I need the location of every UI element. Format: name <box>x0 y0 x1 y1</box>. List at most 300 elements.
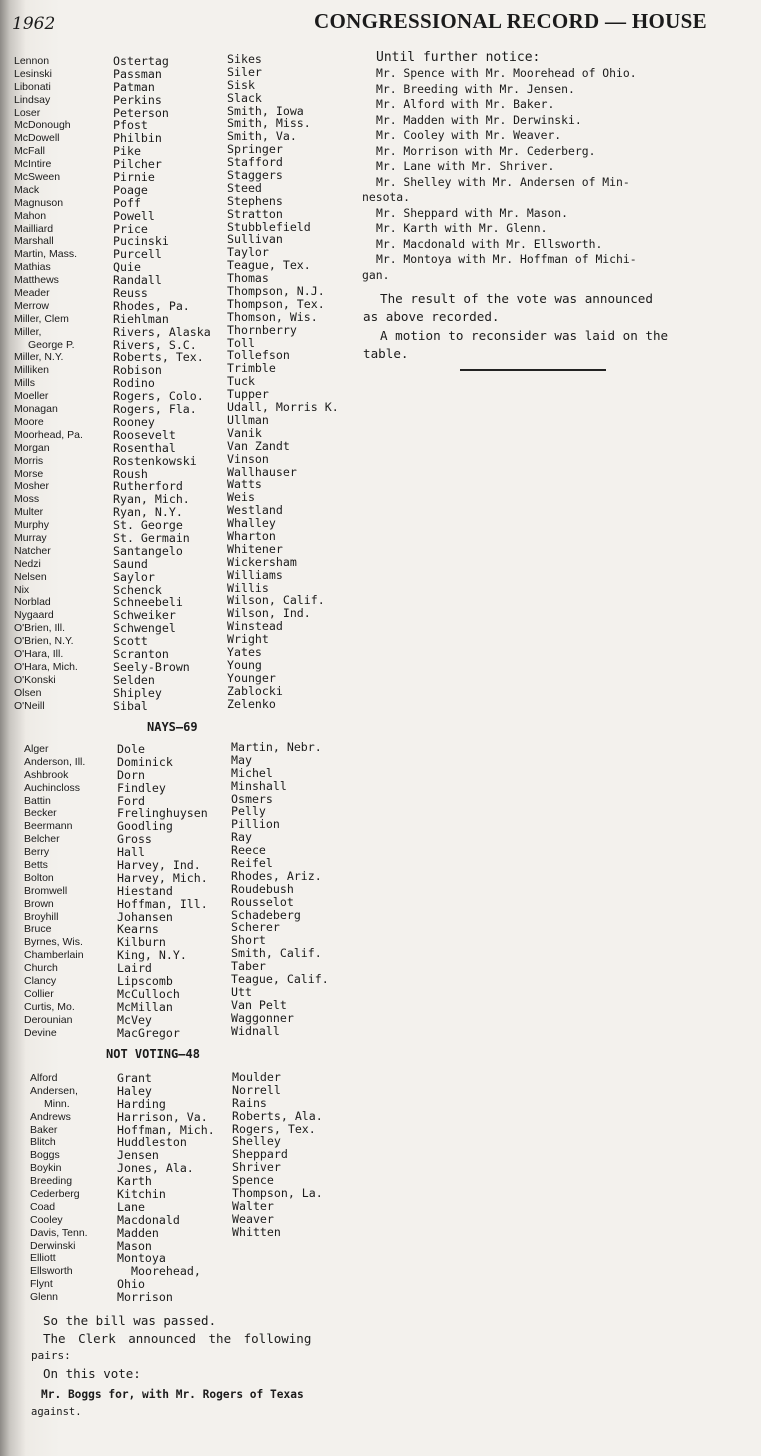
member-name: Blitch <box>30 1136 56 1149</box>
member-name: Reuss <box>113 286 148 301</box>
member-name: Gross <box>117 832 152 847</box>
member-name: Stratton <box>227 206 283 221</box>
member-name: Van Pelt <box>231 997 287 1012</box>
member-name: Rogers, Colo. <box>113 389 204 404</box>
yeas-column-1 <box>14 55 83 712</box>
member-name: Mathias <box>14 261 51 274</box>
member-name: Becker <box>24 807 57 820</box>
member-name: Merrow <box>14 299 50 312</box>
member-name: Scherer <box>231 920 280 935</box>
member-name: Sullivan <box>227 232 283 247</box>
member-name: Loser <box>14 106 41 119</box>
member-name: Younger <box>227 670 276 685</box>
member-name: Minn. <box>44 1097 70 1110</box>
motion-line2: table. <box>363 346 409 361</box>
member-name: Rousselot <box>231 894 294 909</box>
member-name: Staggers <box>227 168 283 183</box>
member-name: Whitener <box>227 541 283 556</box>
member-name: Lindsay <box>14 93 51 106</box>
member-name: Byrnes, Wis. <box>24 936 83 949</box>
member-name: Yates <box>227 644 262 659</box>
not-voting-heading: NOT VOTING—48 <box>106 1047 200 1061</box>
member-name: Waggonner <box>231 1010 294 1025</box>
member-name: Ullman <box>227 412 269 427</box>
pair-item: Mr. Cooley with Mr. Weaver. <box>376 128 562 142</box>
member-name: Mason <box>117 1238 152 1253</box>
member-name: Moorhead, Pa. <box>14 428 83 441</box>
member-name: Perkins <box>113 92 162 107</box>
member-name: Ohio <box>117 1277 145 1292</box>
member-name: Reifel <box>231 856 273 871</box>
member-name: Dole <box>117 742 145 756</box>
member-name: Jones, Ala. <box>117 1161 194 1176</box>
member-name: Morgan <box>14 441 50 454</box>
member-name: Davis, Tenn. <box>30 1226 88 1239</box>
member-name: May <box>231 752 252 767</box>
member-name: Madden <box>117 1225 159 1240</box>
member-name: Minshall <box>231 778 287 793</box>
section-divider <box>460 369 606 371</box>
member-name: Elliott <box>30 1252 56 1265</box>
member-name: Marshall <box>14 235 54 248</box>
member-name: Stafford <box>227 155 283 170</box>
member-name: Chamberlain <box>24 949 84 962</box>
member-name: Thomson, Wis. <box>227 309 318 324</box>
member-name: Trimble <box>227 361 276 376</box>
member-name: Smith, Calif. <box>231 946 322 961</box>
member-name: Schenck <box>113 582 162 597</box>
member-name: McMillan <box>117 999 173 1014</box>
member-name: Sikes <box>227 52 262 66</box>
member-name: Ryan, N.Y. <box>113 505 183 520</box>
member-name: Zablocki <box>227 683 283 698</box>
member-name: McSween <box>14 171 61 184</box>
member-name: Pike <box>113 144 141 159</box>
member-name: Hall <box>117 845 145 860</box>
member-name: Willis <box>227 580 269 595</box>
member-name: Rodino <box>113 376 155 391</box>
member-name: Haley <box>117 1083 152 1098</box>
member-name: Andrews <box>30 1110 71 1123</box>
member-name: Coad <box>30 1200 56 1213</box>
member-name: Collier <box>24 987 54 1000</box>
not-voting-column-3 <box>232 1071 323 1239</box>
member-name: Harvey, Mich. <box>117 870 208 885</box>
member-name: Roberts, Ala. <box>232 1108 323 1123</box>
member-name: Taylor <box>227 245 269 260</box>
member-name: Smith, Miss. <box>227 116 311 131</box>
member-name: Saylor <box>113 569 155 584</box>
member-name: Broyhill <box>24 910 59 923</box>
page-number: 1962 <box>12 14 56 34</box>
member-name: Tollefson <box>227 348 290 363</box>
member-name: Sibal <box>113 698 148 713</box>
member-name: Ray <box>231 830 252 845</box>
member-name: Wilson, Ind. <box>227 606 311 621</box>
member-name: Bruce <box>24 923 52 936</box>
pair-item: Mr. Breeding with Mr. Jensen. <box>376 81 575 96</box>
member-name: Harrison, Va. <box>117 1109 208 1124</box>
member-name: Jensen <box>117 1148 159 1163</box>
member-name: Schadeberg <box>231 907 301 922</box>
member-name: George P. <box>28 338 75 351</box>
member-name: Miller, Clem <box>14 312 69 325</box>
member-name: Philbin <box>113 131 162 146</box>
member-name: Rooney <box>113 414 155 429</box>
member-name: Santangelo <box>113 543 183 558</box>
member-name: Harvey, Ind. <box>117 858 201 873</box>
member-name: Utt <box>231 984 252 999</box>
member-name: Mosher <box>14 480 50 493</box>
member-name: Wilson, Calif. <box>227 593 325 608</box>
member-name: Rosenthal <box>113 440 176 455</box>
member-name: Dorn <box>117 767 145 782</box>
member-name: Thompson, La. <box>232 1186 323 1201</box>
member-name: Pillion <box>231 817 280 832</box>
member-name: Widnall <box>231 1023 280 1038</box>
member-name: Johansen <box>117 909 173 924</box>
member-name: Martin, Mass. <box>14 248 78 261</box>
pair-item: Mr. Spence with Mr. Moorehead of Ohio. <box>376 66 637 80</box>
member-name: Schwengel <box>113 621 176 636</box>
member-name: Powell <box>113 208 155 223</box>
member-name: Meader <box>14 287 50 300</box>
member-name: Siler <box>227 64 262 79</box>
member-name: Rains <box>232 1095 267 1110</box>
member-name: St. Germain <box>113 530 190 545</box>
member-name: Sisk <box>227 77 255 92</box>
member-name: Thornberry <box>227 322 297 337</box>
member-name: Flynt <box>30 1278 53 1291</box>
member-name: Olsen <box>14 686 42 699</box>
member-name: Shipley <box>113 685 162 700</box>
member-name: McCulloch <box>117 986 180 1001</box>
pairs-list <box>362 49 706 283</box>
member-name: Huddleston <box>117 1135 187 1150</box>
nays-column-2 <box>117 743 208 1039</box>
member-name: Macdonald <box>117 1212 180 1227</box>
member-name: Schneebeli <box>113 595 183 610</box>
member-name: Patman <box>113 79 155 94</box>
member-name: Rogers, Tex. <box>232 1121 316 1136</box>
member-name: Brown <box>24 897 54 910</box>
member-name: Clancy <box>24 975 57 988</box>
member-name: Spence <box>232 1173 274 1188</box>
member-name: Rivers, S.C. <box>113 337 197 352</box>
member-name: Curtis, Mo. <box>24 1000 75 1013</box>
member-name: Selden <box>113 672 155 687</box>
member-name: O'Hara, Mich. <box>14 660 78 673</box>
member-name: Pfost <box>113 118 148 133</box>
member-name: Moeller <box>14 390 49 403</box>
nays-column-1 <box>24 743 85 1039</box>
member-name: Weis <box>227 490 255 505</box>
member-name: Tuck <box>227 374 255 389</box>
member-name: Winstead <box>227 619 283 634</box>
member-name: Alford <box>30 1072 58 1084</box>
member-name: Mack <box>14 183 40 196</box>
member-name: Nix <box>14 583 30 596</box>
pair-item-continuation: gan. <box>362 267 390 282</box>
member-name: Thompson, N.J. <box>227 284 325 299</box>
member-name: Thompson, Tex. <box>227 296 325 311</box>
member-name: Grant <box>117 1071 152 1085</box>
pair-item: Mr. Karth with Mr. Glenn. <box>376 221 548 235</box>
member-name: Sheppard <box>232 1147 288 1162</box>
member-name: Westland <box>227 503 283 518</box>
member-name: Murphy <box>14 519 50 532</box>
member-name: Vinson <box>227 451 269 466</box>
member-name: Pucinski <box>113 234 169 249</box>
member-name: McDowell <box>14 132 60 145</box>
member-name: Morse <box>14 467 44 480</box>
pair-item: Mr. Morrison with Mr. Cederberg. <box>376 143 596 158</box>
pair-item: Mr. Shelley with Mr. Andersen of Min- <box>376 174 630 189</box>
member-name: Hoffman, Mich. <box>117 1122 215 1137</box>
motion-line1: A motion to reconsider was laid on the <box>380 328 669 343</box>
member-name: Montoya <box>117 1251 166 1266</box>
member-name: Martin, Nebr. <box>231 740 322 754</box>
member-name: Church <box>24 962 58 975</box>
boggs-pair-line2: against. <box>31 1406 82 1418</box>
member-name: Williams <box>227 567 283 582</box>
member-name: Pelly <box>231 804 266 819</box>
member-name: Taber <box>231 959 266 974</box>
member-name: Mahon <box>14 209 47 222</box>
member-name: McIntire <box>14 158 52 171</box>
member-name: Roosevelt <box>113 427 176 442</box>
member-name: Roush <box>113 466 148 481</box>
member-name: Lipscomb <box>117 974 173 989</box>
member-name: Ford <box>117 793 145 808</box>
member-name: Karth <box>117 1174 152 1189</box>
member-name: Toll <box>227 335 255 350</box>
member-name: Springer <box>227 142 283 157</box>
member-name: Van Zandt <box>227 438 290 453</box>
member-name: Short <box>231 933 266 948</box>
member-name: Moulder <box>232 1070 281 1084</box>
member-name: Roberts, Tex. <box>113 350 204 365</box>
member-name: Frelinghuysen <box>117 806 208 821</box>
member-name: Passman <box>113 66 162 81</box>
member-name: Ashbrook <box>24 768 69 781</box>
member-name: Magnuson <box>14 196 64 209</box>
member-name: Goodling <box>117 819 173 834</box>
boggs-pair-line1: Mr. Boggs for, with Mr. Rogers of Texas <box>41 1388 304 1401</box>
member-name: Smith, Iowa <box>227 103 304 118</box>
member-name: Roudebush <box>231 881 294 896</box>
pair-item: Mr. Montoya with Mr. Hoffman of Michi- <box>376 252 637 266</box>
member-name: Walter <box>232 1198 274 1213</box>
member-name: Norblad <box>14 596 51 609</box>
member-name: Hoffman, Ill. <box>117 896 208 911</box>
member-name: Stephens <box>227 193 283 208</box>
member-name: Michel <box>231 765 273 780</box>
member-name: Pirnie <box>113 170 155 185</box>
member-name: Boggs <box>30 1149 60 1162</box>
pair-item-continuation: nesota. <box>362 190 411 204</box>
member-name: Kilburn <box>117 935 166 950</box>
member-name: Derounian <box>24 1013 73 1026</box>
member-name: Harding <box>117 1096 166 1111</box>
member-name: Devine <box>24 1026 57 1039</box>
member-name: Nedzi <box>14 557 41 570</box>
member-name: Smith, Va. <box>227 129 297 144</box>
running-head: CONGRESSIONAL RECORD — HOUSE <box>314 9 707 33</box>
clerk-announcement-line2: pairs: <box>31 1349 71 1362</box>
member-name: Wharton <box>227 528 276 543</box>
member-name: Vanik <box>227 425 262 440</box>
member-name: Mills <box>14 377 35 390</box>
member-name: Mailliard <box>14 222 54 235</box>
member-name: O'Neill <box>14 699 45 712</box>
member-name: Cooley <box>30 1213 63 1226</box>
pair-item: Mr. Lane with Mr. Shriver. <box>376 159 555 173</box>
member-name: Wright <box>227 632 269 647</box>
member-name: Ryan, Mich. <box>113 492 190 507</box>
member-name: Multer <box>14 506 44 519</box>
member-name: Laird <box>117 961 152 976</box>
member-name: Rutherford <box>113 479 183 494</box>
yeas-column-2 <box>113 55 211 712</box>
member-name: Anderson, Ill. <box>24 755 86 768</box>
member-name: Lesinski <box>14 67 52 80</box>
vote-result-line1: The result of the vote was announced <box>380 291 653 306</box>
pair-item: Mr. Macdonald with Mr. Ellsworth. <box>376 236 603 251</box>
pair-item: Mr. Alford with Mr. Baker. <box>376 97 555 111</box>
member-name: Poff <box>113 195 141 210</box>
member-name: Morrison <box>117 1290 173 1305</box>
member-name: McFall <box>14 145 45 158</box>
member-name: Kitchin <box>117 1187 166 1202</box>
member-name: Weaver <box>232 1211 274 1226</box>
nays-heading: NAYS—69 <box>147 720 198 734</box>
member-name: Seely-Brown <box>113 659 190 674</box>
member-name: Lane <box>117 1199 145 1214</box>
member-name: Slack <box>227 90 262 105</box>
member-name: Peterson <box>113 105 169 120</box>
member-name: Moore <box>14 415 44 428</box>
member-name: Rhodes, Ariz. <box>231 868 322 883</box>
member-name: Shriver <box>232 1160 281 1175</box>
member-name: Osmers <box>231 791 273 806</box>
member-name: Pilcher <box>113 157 162 172</box>
member-name: O'Brien, N.Y. <box>14 635 74 648</box>
member-name: Riehlman <box>113 311 169 326</box>
member-name: Cederberg <box>30 1188 80 1201</box>
member-name: MacGregor <box>117 1025 180 1040</box>
member-name: Zelenko <box>227 696 276 711</box>
member-name: Wickersham <box>227 554 297 569</box>
member-name: Kearns <box>117 922 159 937</box>
clerk-announcement-line1: The Clerk announced the following <box>43 1331 312 1346</box>
bill-passed-text: So the bill was passed. <box>43 1313 217 1328</box>
member-name: Boykin <box>30 1162 62 1175</box>
member-name: Berry <box>24 846 50 859</box>
member-name: Ostertag <box>113 54 169 68</box>
member-name: Price <box>113 221 148 236</box>
member-name: Udall, Morris K. <box>227 400 339 415</box>
pair-item: Mr. Sheppard with Mr. Mason. <box>376 205 569 220</box>
not-voting-column-2 <box>117 1072 215 1304</box>
member-name: Battin <box>24 794 51 807</box>
member-name: McDonough <box>14 119 71 132</box>
member-name: Robison <box>113 363 162 378</box>
member-name: O'Hara, Ill. <box>14 647 64 660</box>
member-name: Steed <box>227 180 262 195</box>
member-name: Wallhauser <box>227 464 297 479</box>
member-name: Reece <box>231 843 266 858</box>
member-name: Rostenkowski <box>113 453 197 468</box>
member-name: Whalley <box>227 516 276 531</box>
member-name: Norrell <box>232 1082 281 1097</box>
member-name: Moss <box>14 493 40 506</box>
vote-result-line2: as above recorded. <box>363 309 500 324</box>
member-name: Tupper <box>227 387 269 402</box>
member-name: Bromwell <box>24 884 68 897</box>
member-name: Hiestand <box>117 883 173 898</box>
member-name: Breeding <box>30 1175 73 1188</box>
member-name: Rhodes, Pa. <box>113 298 190 313</box>
member-name: Teague, Calif. <box>231 972 329 987</box>
member-name: Bolton <box>24 871 54 884</box>
member-name: Natcher <box>14 544 51 557</box>
member-name: O'Brien, Ill. <box>14 622 66 635</box>
member-name: Moorehead, <box>131 1264 201 1279</box>
member-name: Saund <box>113 556 148 571</box>
member-name: Alger <box>24 743 49 755</box>
pairs-heading: Until further notice: <box>376 50 541 65</box>
member-name: Rogers, Fla. <box>113 402 197 417</box>
member-name: Dominick <box>117 754 173 769</box>
yeas-column-3 <box>227 53 339 710</box>
member-name: King, N.Y. <box>117 948 187 963</box>
member-name: Derwinski <box>30 1239 76 1252</box>
member-name: Young <box>227 657 262 672</box>
member-name: O'Konski <box>14 673 56 686</box>
member-name: Monagan <box>14 403 58 416</box>
member-name: Findley <box>117 780 166 795</box>
member-name: Murray <box>14 531 47 544</box>
member-name: Scranton <box>113 646 169 661</box>
member-name: Poage <box>113 182 148 197</box>
member-name: Thomas <box>227 271 269 286</box>
pair-item: Mr. Madden with Mr. Derwinski. <box>376 112 582 127</box>
member-name: Ellsworth <box>30 1265 73 1278</box>
member-name: Nelsen <box>14 570 47 583</box>
member-name: Beermann <box>24 820 73 833</box>
member-name: McVey <box>117 1012 152 1027</box>
member-name: Shelley <box>232 1134 281 1149</box>
member-name: Teague, Tex. <box>227 258 311 273</box>
member-name: Scott <box>113 634 148 649</box>
member-name: Baker <box>30 1123 58 1136</box>
member-name: Libonati <box>14 80 51 93</box>
member-name: Schweiker <box>113 608 176 623</box>
member-name: Milliken <box>14 364 50 377</box>
member-name: Belcher <box>24 833 60 846</box>
member-name: Randall <box>113 273 162 288</box>
member-name: Lennon <box>14 55 50 67</box>
not-voting-column-1 <box>30 1072 88 1304</box>
on-this-vote-text: On this vote: <box>43 1366 141 1381</box>
member-name: Auchincloss <box>24 781 81 794</box>
member-name: Andersen, <box>30 1084 78 1097</box>
member-name: Quie <box>113 260 141 275</box>
member-name: Whitten <box>232 1224 281 1239</box>
member-name: Stubblefield <box>227 219 311 234</box>
member-name: Glenn <box>30 1291 59 1304</box>
